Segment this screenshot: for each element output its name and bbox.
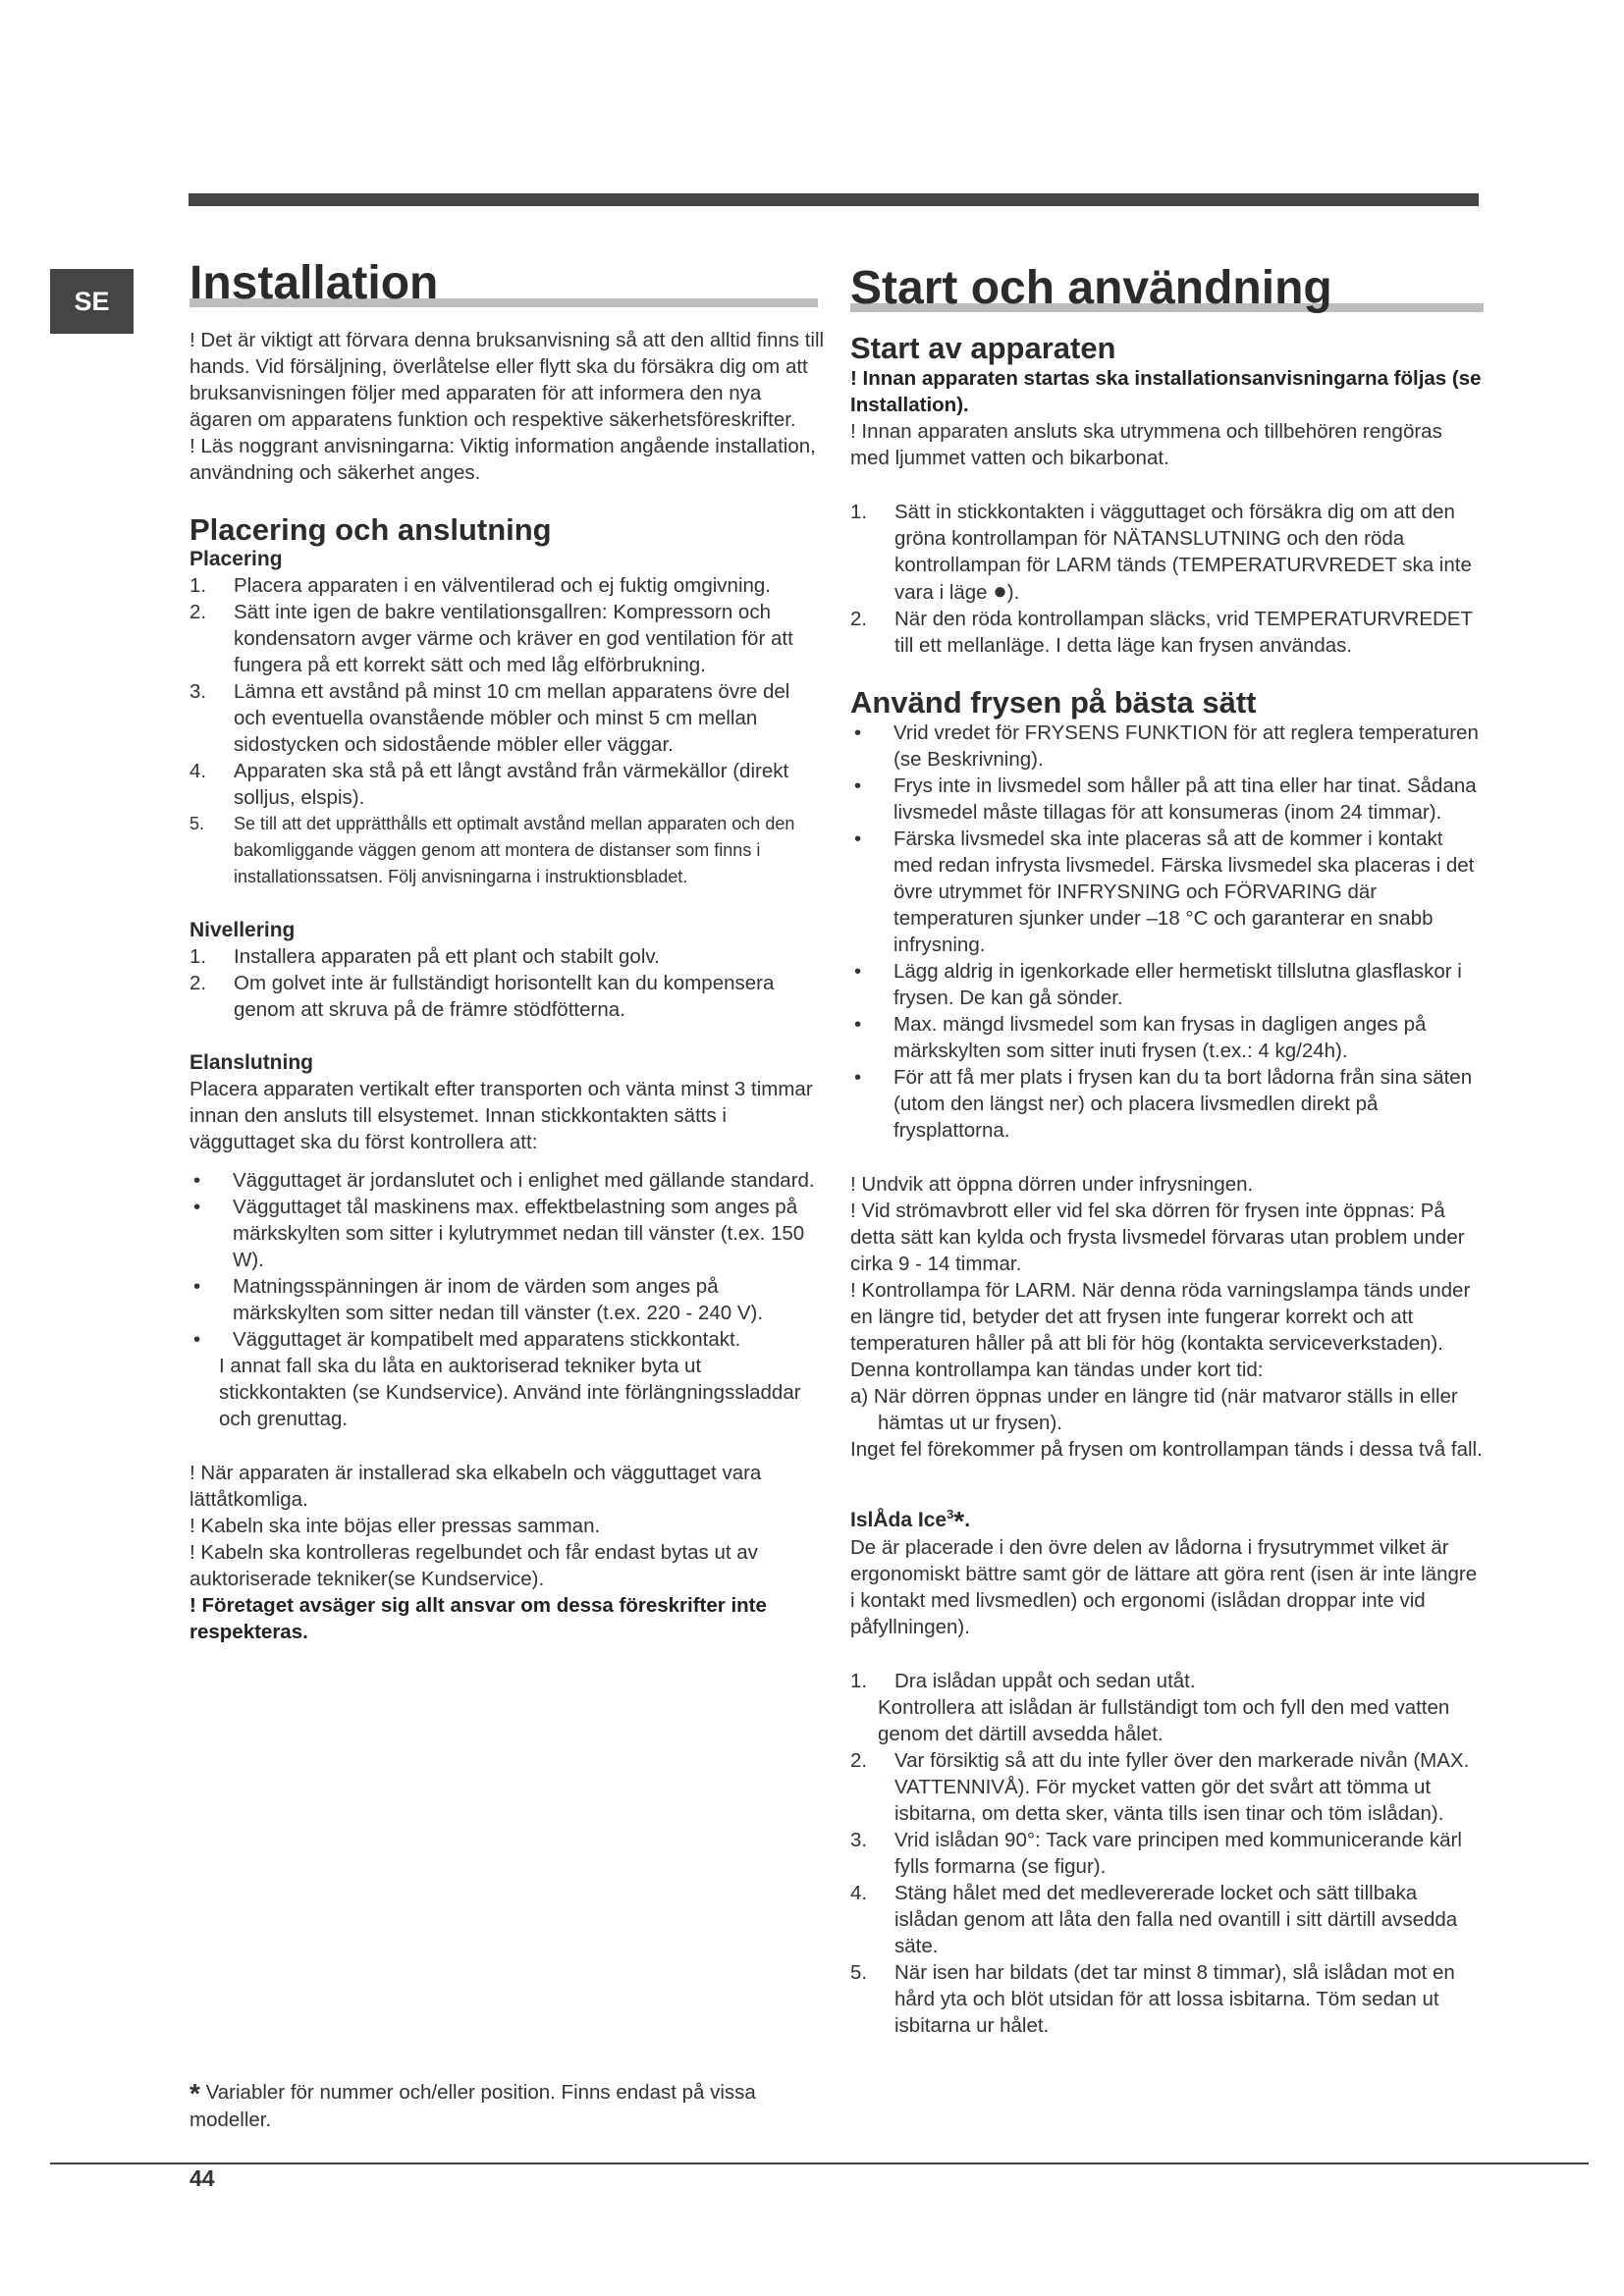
list-item: 3. Lämna ett avstånd på minst 10 cm mellan apparatens övre del och eventuella ovanstående möbler och minst 5 cm mellan sidostycken och sidostående möbler eller väggar. (189, 680, 790, 756)
elanslutning-after: I annat fall ska du låta en auktoriserad tekniker byta ut stickkontakten (se Kundservice). Använd inte förlängningssladdar och grenuttag. (219, 1355, 801, 1430)
start-heading (850, 262, 1484, 314)
subheading-elanslutning: Elanslutning (189, 1051, 313, 1074)
subheading-islada: IslÅda Ice$^3$*. (850, 1506, 971, 1536)
start-list (850, 499, 1484, 659)
start-bold-note: ! Innan apparaten startas ska installationsanvisningarna följas (se Installation). (850, 367, 1482, 416)
elanslutning-list (189, 1167, 828, 1353)
bold-warning: ! Företaget avsäger sig allt ansvar om dessa föreskrifter inte respekteras. (189, 1594, 767, 1643)
footnote (189, 2079, 828, 2133)
intro-paragraph: ! Det är viktigt att förvara denna bruksanvisning så att den alltid finns till hands. Vid försäljning, överlåtelse eller flytt ska du försäkra dig om att bruksanvisningen följer med apparaten för att informera den nya ägaren om apparatens funktion och respektive säkerhetsföreskrifter. (189, 329, 825, 431)
warning-text: ! När apparaten är installerad ska elkabeln och vägguttaget vara lättåtkomliga. (189, 1462, 762, 1511)
section-heading-start: Start av apparaten (850, 331, 1116, 365)
elanslutning-text: Placera apparaten vertikalt efter transporten och vänta minst 3 timmar innan den ansluts till elsystemet. Innan stickkontakten sätts i vägguttaget ska du först kontrollera att: (189, 1078, 813, 1153)
note-a: a) När dörren öppnas under en längre tid (när matvaror ställs in eller hämtas ut ur frysen). (850, 1385, 1458, 1434)
list-item: • Vrid vredet för FRYSENS FUNKTION för att reglera temperaturen (se Beskrivning). (854, 721, 1479, 771)
page-number: 44 (189, 2165, 215, 2191)
warning-text: ! Kabeln ska kontrolleras regelbundet och får endast bytas ut av auktoriserade tekniker(se Kundservice). (189, 1541, 758, 1590)
list-item: 4. Stäng hålet med det medlevererade locket och sätt tillbaka islådan genom att låta den falla ned ovantill i sitt därtill avsedda säte. (850, 1882, 1458, 1957)
islada-extra: Kontrollera att islådan är fullständigt tom och fyll den med vatten genom det därtill avsedda hålet. (878, 1696, 1450, 1745)
language-tab: SE (50, 269, 134, 334)
installation-heading (189, 257, 828, 309)
bottom-rule (50, 2163, 1589, 2164)
nivellering-list (189, 943, 828, 1023)
list-item: • Vägguttaget är kompatibelt med apparatens stickkontakt. (193, 1328, 741, 1351)
list-item: 1. Dra islådan uppåt och sedan utåt. (850, 1670, 1196, 1692)
top-rule (189, 193, 1479, 206)
dot-symbol: ● (993, 578, 1007, 605)
list-item: 5. Se till att det upprätthålls ett optimalt avstånd mellan apparaten och den bakomliggande väggen genom att montera de distanser som finns i installationssatsen. Följ anvisningarna i instruktionsbladet. (189, 814, 795, 886)
list-item: • Vägguttaget är jordanslutet och i enlighet med gällande standard. (193, 1169, 815, 1192)
islada-text: De är placerade i den övre delen av lådorna i frysutrymmet vilket är ergonomiskt bättre samt gör de lättare att göra rent (isen är inte längre i kontakt med livsmedlen) och ergonomi (islådan droppar inte vid påfyllningen). (850, 1536, 1478, 1638)
list-item: 3. Vrid islådan 90°: Tack vare principen med kommunicerande kärl fylls formarna (se figur). (850, 1829, 1462, 1878)
anvand-list (850, 720, 1484, 1144)
subheading-nivellering: Nivellering (189, 919, 296, 941)
note-text: Denna kontrollampa kan tändas under kort tid: (850, 1359, 1264, 1381)
list-item: • Max. mängd livsmedel som kan frysas in dagligen anges på märkskylten som sitter inuti frysen (t.ex.: 4 kg/24h). (854, 1013, 1427, 1062)
list-item: 1. Installera apparaten på ett plant och stabilt golv. (189, 945, 660, 968)
section-heading-anvand: Använd frysen på bästa sätt (850, 685, 1257, 720)
list-item: • Färska livsmedel ska inte placeras så att de kommer i kontakt med redan infrysta livsmedel. Färska livsmedel ska placeras i det övre utrymmet för INFRYSNING och FÖRVARING där temperaturen sjunker under –18 °C och garanterar en snabb infrysning. (854, 828, 1475, 956)
placering-list (189, 572, 828, 890)
note-text: ! Kontrollampa för LARM. När denna röda varningslampa tänds under en längre tid, betyder det att frysen inte fungerar korrekt och att temperaturen håller på att bli för hög (kontakta serviceverkstaden). (850, 1279, 1471, 1355)
subheading-placering: Placering (189, 548, 283, 570)
list-item: 2. När den röda kontrollampan släcks, vrid TEMPERATURVREDET till ett mellanläge. I detta läge kan frysen användas. (850, 608, 1473, 657)
right-column (850, 262, 1484, 2039)
start-note: ! Innan apparaten ansluts ska utrymmena och tillbehören rengöras med ljummet vatten och bikarbonat. (850, 420, 1442, 469)
left-column (189, 257, 828, 1645)
intro-paragraph: ! Läs noggrant anvisningarna: Viktig information angående installation, användning och säkerhet anges. (189, 435, 816, 484)
page-title-start: Start och användning (850, 262, 1332, 314)
footnote-star: * (189, 2078, 200, 2109)
list-item: • Lägg aldrig in igenkorkade eller hermetiskt tillslutna glasflaskor i frysen. De kan gå sönder. (854, 960, 1462, 1009)
footnote-text: Variabler för nummer och/eller position. Finns endast på vissa modeller. (189, 2081, 756, 2131)
list-item: 1. Placera apparaten i en välventilerad och ej fuktig omgivning. (189, 574, 771, 597)
list-item: • Matningsspänningen är inom de värden som anges på märkskylten som sitter nedan till vänster (t.ex. 220 - 240 V). (193, 1275, 764, 1324)
islada-list (850, 1668, 1484, 2039)
note-text: ! Undvik att öppna dörren under infrysningen. (850, 1173, 1254, 1196)
note-text: ! Vid strömavbrott eller vid fel ska dörren för frysen inte öppnas: På detta sätt kan kylda och frysta livsmedel förvaras utan problem under cirka 9 - 14 timmar. (850, 1200, 1465, 1275)
list-item: • För att få mer plats i frysen kan du ta bort lådorna från sina säten (utom den längst ner) och placera livsmedlen direkt på frysplattorna. (854, 1066, 1473, 1142)
list-item: 5. När isen har bildats (det tar minst 8 timmar), slå islådan mot en hård yta och blöt utsidan för att lossa isbitarna. Töm sedan ut isbitarna ur hålet. (850, 1961, 1455, 2037)
list-item: 2. Om golvet inte är fullständigt horisontellt kan du kompensera genom att skruva på de främre stödfötterna. (189, 972, 775, 1021)
list-item: 1. Sätt in stickkontakten i vägguttaget och försäkra dig om att den gröna kontrollampan för NÄTANSLUTNING och den röda kontrollampan för LARM tänds (TEMPERATURVREDET ska inte vara i läge ●). (850, 501, 1472, 605)
section-heading-placering: Placering och anslutning (189, 512, 552, 547)
note-end: Inget fel förekommer på frysen om kontrollampan tänds i dessa två fall. (850, 1438, 1483, 1461)
list-item: 2. Var försiktig så att du inte fyller över den markerade nivån (MAX. VATTENNIVÅ). För mycket vatten gör det svårt att tömma ut isbitarna, om detta sker, vänta tills isen tinar och töm islådan). (850, 1749, 1470, 1825)
list-item: • Vägguttaget tål maskinens max. effektbelastning som anges på märkskylten som sitter i kylutrymmet nedan till vänster (t.ex. 150 W). (193, 1196, 805, 1271)
list-item: 2. Sätt inte igen de bakre ventilationsgallren: Kompressorn och kondensatorn avger värme och kräver en god ventilation för att fungera på ett korrekt sätt och med låg elförbrukning. (189, 601, 793, 676)
list-item: 4. Apparaten ska stå på ett långt avstånd från värmekällor (direkt solljus, elspis). (189, 760, 789, 809)
warning-text: ! Kabeln ska inte böjas eller pressas samman. (189, 1515, 601, 1537)
list-item: • Frys inte in livsmedel som håller på att tina eller har tinat. Sådana livsmedel måste tillagas för att konsumeras (inom 24 timmar). (854, 774, 1477, 824)
page-title-installation: Installation (189, 257, 439, 309)
